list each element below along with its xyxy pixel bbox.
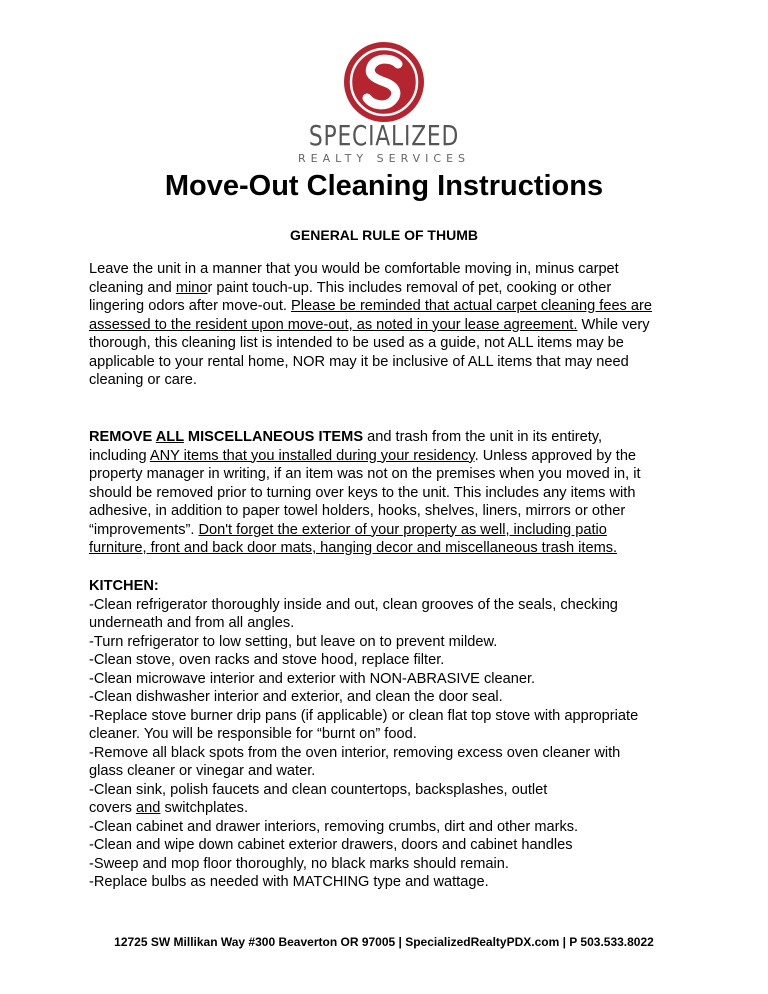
kitchen-item: glass cleaner or vinegar and water. (89, 763, 316, 779)
kitchen-item: -Clean microwave interior and exterior with NON-ABRASIVE cleaner. (89, 670, 536, 687)
text-line: REMOVE ALL MISCELLANEOUS ITEMS and trash from the unit in its entirety, (89, 429, 603, 445)
brand-name: SPECIALIZED (308, 119, 460, 152)
text-line: cleaning or care. (89, 372, 197, 388)
kitchen-item: -Clean sink, polish faucets and clean countertops, backsplashes, outlet (89, 781, 548, 798)
text-line: should be removed prior to turning over keys to the unit. This includes any items with (89, 484, 636, 501)
kitchen-item: -Clean stove, oven racks and stove hood, replace filter. (89, 652, 445, 668)
text-line: cleaning and minor paint touch-up. This includes removal of pet, cooking or other (89, 279, 612, 296)
text-line: furniture, front and back door mats, hanging decor and miscellaneous trash items. (89, 540, 618, 556)
kitchen-item: -Clean and wipe down cabinet exterior drawers, doors and cabinet handles (89, 837, 573, 853)
kitchen-item: -Replace stove burner drip pans (if applicable) or clean flat top stove with appropriate (89, 707, 639, 724)
kitchen-item: cleaner. You will be responsible for “burnt on” food. (89, 726, 417, 742)
text-line: Leave the unit in a manner that you would be comfortable moving in, minus carpet (89, 261, 619, 277)
kitchen-item: -Clean cabinet and drawer interiors, removing crumbs, dirt and other marks. (89, 818, 579, 835)
page-title: Move-Out Cleaning Instructions (164, 170, 604, 202)
general-rule-heading: GENERAL RULE OF THUMB (290, 227, 478, 243)
kitchen-item: covers and switchplates. (89, 800, 249, 816)
text-line: assessed to the resident upon move-out, as noted in your lease agreement. While very (89, 316, 650, 333)
general-rule-paragraph (89, 260, 689, 390)
kitchen-item: underneath and from all angles. (89, 615, 295, 631)
text-line: adhesive, in addition to paper towel holders, hooks, shelves, liners, mirrors or other (89, 503, 626, 519)
text-line: including ANY items that you installed during your residency. Unless approved by the (89, 447, 637, 464)
kitchen-item: -Clean refrigerator thoroughly inside and out, clean grooves of the seals, checking (89, 596, 618, 613)
kitchen-item: -Replace bulbs as needed with MATCHING type and wattage. (89, 874, 489, 890)
kitchen-item: -Remove all black spots from the oven interior, removing excess oven cleaner with (89, 744, 621, 761)
kitchen-item: -Sweep and mop floor thoroughly, no black marks should remain. (89, 855, 509, 872)
company-logo (0, 40, 768, 124)
text-line: thorough, this cleaning list is intended to be used as a guide, not ALL items may be (89, 335, 624, 351)
kitchen-item: -Turn refrigerator to low setting, but leave on to prevent mildew. (89, 633, 498, 650)
kitchen-section (89, 577, 689, 892)
text-line: property manager in writing, if an item was not on the premises when you moved in, it (89, 466, 641, 482)
text-line: applicable to your rental home, NOR may it be inclusive of ALL items that may need (89, 353, 629, 370)
brand-subtitle: REALTY SERVICES (297, 152, 471, 165)
text-line: lingering odors after move-out. Please be reminded that actual carpet cleaning fees are (89, 298, 653, 314)
remove-items-paragraph (89, 428, 689, 558)
kitchen-item: -Clean dishwasher interior and exterior, and clean the door seal. (89, 689, 503, 705)
footer-contact: 12725 SW Millikan Way #300 Beaverton OR 97005 | SpecializedRealtyPDX.com | P 503.533.8022 (114, 935, 654, 949)
text-line: “improvements”. Don't forget the exterior of your property as well, including patio (89, 521, 607, 538)
s-circle-logo-icon (342, 40, 426, 124)
kitchen-heading: KITCHEN: (89, 578, 159, 594)
